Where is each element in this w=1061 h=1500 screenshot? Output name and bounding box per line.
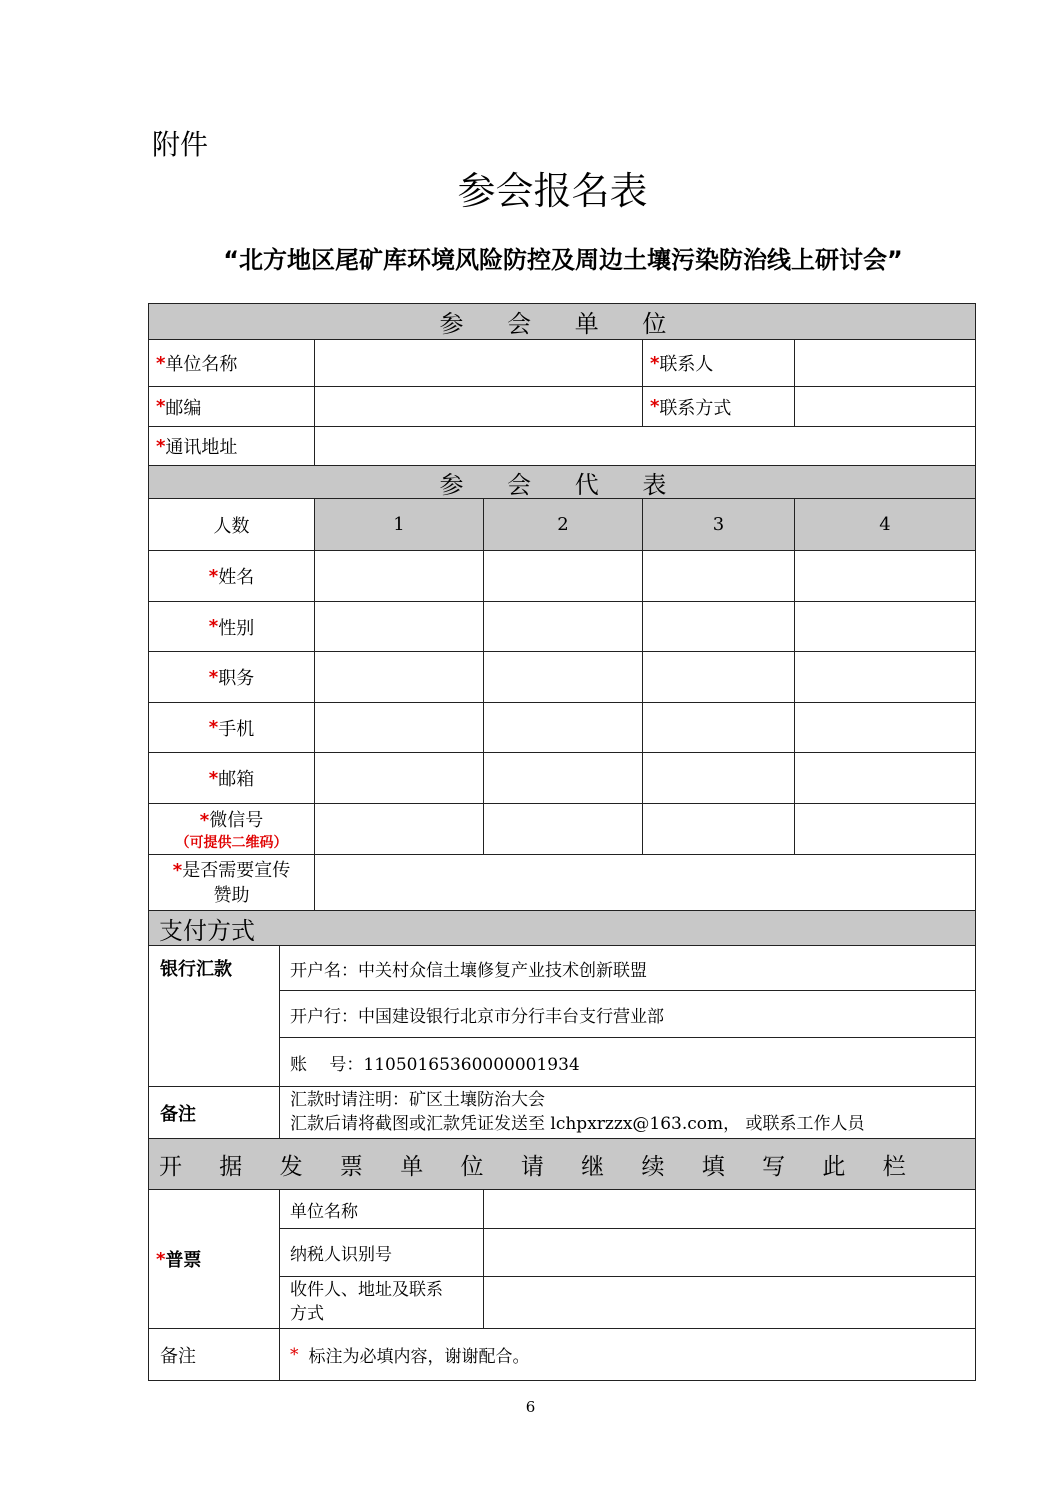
- payment-remark-label: 备注: [160, 1103, 196, 1125]
- account-name: 开户名：中关村众信土壤修复产业技术创新联盟: [290, 960, 647, 981]
- invoice-remark: * 标注为必填内容，谢谢配合。: [290, 1344, 530, 1367]
- sponsor-label: *是否需要宣传 赞助: [172, 859, 291, 906]
- column-header-4: 4: [795, 499, 975, 550]
- column-header-1: 1: [315, 499, 483, 550]
- section-heading-payment: 支付方式: [149, 911, 975, 945]
- section-heading-representatives: 参 会 代 表: [149, 466, 975, 498]
- wechat-label: *微信号 （可提供二维码）: [175, 810, 288, 851]
- invoice-unit-name-label: 单位名称: [290, 1201, 358, 1222]
- contact-method-label: * 联系方式: [650, 396, 732, 419]
- column-header-2: 2: [484, 499, 642, 550]
- wechat-note: （可提供二维码）: [175, 835, 288, 851]
- contact-method-input[interactable]: [795, 387, 975, 426]
- bank-transfer-label: 银行汇款: [160, 959, 232, 980]
- rep-2-name-input[interactable]: [484, 551, 642, 601]
- rep-1-name-input[interactable]: [315, 551, 483, 601]
- receiver-input[interactable]: [484, 1277, 975, 1328]
- payment-remark: 汇款时请注明：矿区土壤防治大会 汇款后请将截图或汇款凭证发送至 lchpxrzzx@163.com， 或联系工作人员: [290, 1090, 865, 1134]
- attachment-label: 附件: [152, 128, 209, 161]
- invoice-remark-label: 备注: [160, 1345, 196, 1367]
- column-header-3: 3: [643, 499, 794, 550]
- contact-label: * 联系人: [650, 352, 714, 375]
- postcode-label: * 邮编: [156, 396, 202, 419]
- position-label: * 职务: [208, 666, 255, 689]
- account-number: 账 号：11050165360000001934: [290, 1054, 580, 1075]
- invoice-type-label: * 普票: [156, 1248, 202, 1271]
- postcode-input[interactable]: [315, 387, 642, 426]
- mobile-label: * 手机: [208, 717, 255, 740]
- page-number: 6: [525, 1398, 536, 1416]
- address-input[interactable]: [315, 427, 975, 465]
- taxpayer-id-input[interactable]: [484, 1229, 975, 1276]
- section-heading-unit: 参 会 单 位: [149, 304, 975, 339]
- address-label: * 通讯地址: [156, 435, 238, 458]
- rep-3-name-input[interactable]: [643, 551, 794, 601]
- bank-name: 开户行：中国建设银行北京市分行丰台支行营业部: [290, 1006, 664, 1027]
- gender-label: * 性别: [208, 616, 255, 639]
- rep-4-name-input[interactable]: [795, 551, 975, 601]
- page-title: 参会报名表: [457, 169, 648, 213]
- name-label: * 姓名: [208, 565, 255, 588]
- contact-input[interactable]: [795, 340, 975, 386]
- count-label: 人数: [213, 515, 250, 537]
- unit-name-input[interactable]: [315, 340, 642, 386]
- page-subtitle: “北方地区尾矿库环境风险防控及周边土壤污染防治线上研讨会”: [223, 246, 903, 274]
- taxpayer-id-label: 纳税人识别号: [290, 1245, 392, 1265]
- section-heading-invoice: 开 据 发 票 单 位 请 继 续 填 写 此 栏: [149, 1139, 975, 1189]
- email-label: * 邮箱: [208, 767, 255, 790]
- required-star: *: [156, 352, 166, 374]
- receiver-label: 收件人、地址及联系 方式: [290, 1280, 443, 1324]
- sponsor-input[interactable]: [315, 855, 975, 910]
- unit-name-label: * 单位名称: [156, 352, 238, 375]
- invoice-unit-name-input[interactable]: [484, 1190, 975, 1228]
